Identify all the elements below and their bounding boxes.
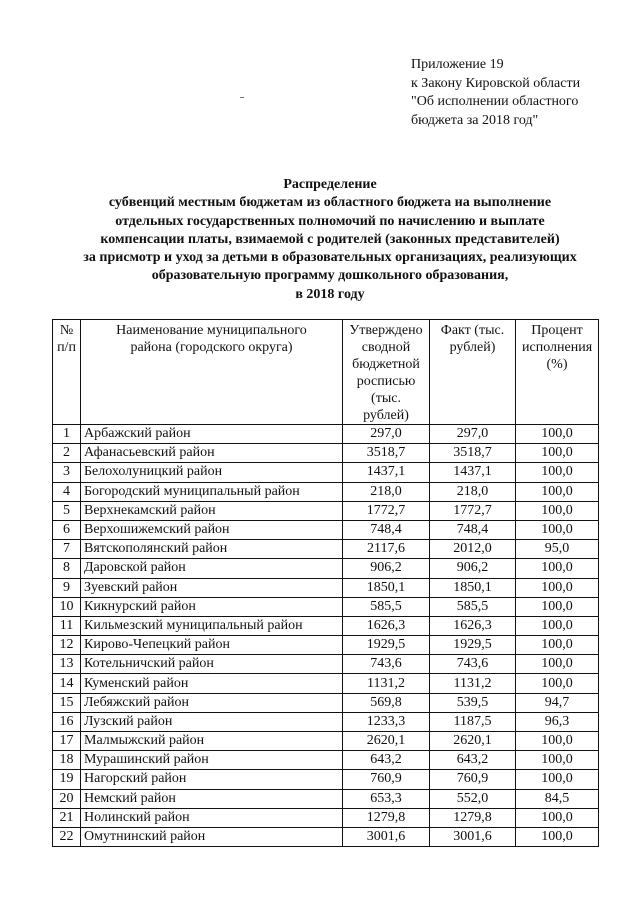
row-number: 8 [53, 559, 81, 578]
table-row [53, 578, 599, 597]
title-line: образовательную программу дошкольного образования, [151, 268, 509, 284]
table-row [53, 482, 599, 501]
header-name: Наименование муниципального района (городского округа) [81, 320, 343, 425]
approved-amount: 760,9 [343, 770, 430, 789]
district-name: Мурашинский район [81, 751, 343, 770]
appendix-line: Приложение 19 [411, 57, 504, 72]
table-row [53, 751, 599, 770]
fact-amount: 2620,1 [430, 732, 516, 751]
district-name: Нагорский район [81, 770, 343, 789]
fact-amount: 643,2 [430, 751, 516, 770]
district-name: Белохолуницкий район [81, 463, 343, 482]
execution-percent: 100,0 [516, 732, 599, 751]
table-row [53, 616, 599, 635]
district-name: Вятскополянский район [81, 540, 343, 559]
row-number: 2 [53, 444, 81, 463]
title-line: компенсации платы, взимаемой с родителей (законных представителей) [100, 231, 560, 247]
approved-amount: 643,2 [343, 751, 430, 770]
table-row [53, 559, 599, 578]
row-number: 12 [53, 636, 81, 655]
approved-amount: 2117,6 [343, 540, 430, 559]
table-row [53, 693, 599, 712]
district-name: Малмыжский район [81, 732, 343, 751]
row-number: 7 [53, 540, 81, 559]
table-row [53, 808, 599, 827]
district-name: Куменский район [81, 674, 343, 693]
row-number: 4 [53, 482, 81, 501]
fact-amount: 3518,7 [430, 444, 516, 463]
district-name: Котельничский район [81, 655, 343, 674]
fact-amount: 2012,0 [430, 540, 516, 559]
execution-percent: 94,7 [516, 693, 599, 712]
row-number: 10 [53, 597, 81, 616]
header-approved: Утверждено сводной бюджетной росписью (тыс. рублей) [343, 320, 430, 425]
fact-amount: 1131,2 [430, 674, 516, 693]
fact-amount: 297,0 [430, 425, 516, 444]
approved-amount: 1626,3 [343, 616, 430, 635]
title-line: субвенций местным бюджетам из областного бюджета на выполнение [108, 195, 552, 211]
approved-amount: 1929,5 [343, 636, 430, 655]
approved-amount: 653,3 [343, 789, 430, 808]
district-name: Верхошижемский район [81, 520, 343, 539]
subventions-table [52, 319, 599, 847]
district-name: Богородский муниципальный район [81, 482, 343, 501]
approved-amount: 585,5 [343, 597, 430, 616]
execution-percent: 96,3 [516, 712, 599, 731]
row-number: 17 [53, 732, 81, 751]
fact-amount: 760,9 [430, 770, 516, 789]
execution-percent: 100,0 [516, 578, 599, 597]
approved-amount: 3518,7 [343, 444, 430, 463]
table-row [53, 712, 599, 731]
approved-amount: 1131,2 [343, 674, 430, 693]
fact-amount: 1437,1 [430, 463, 516, 482]
table-row [53, 770, 599, 789]
row-number: 9 [53, 578, 81, 597]
title-line: в 2018 году [295, 286, 365, 302]
row-number: 20 [53, 789, 81, 808]
table-row [53, 655, 599, 674]
fact-amount: 218,0 [430, 482, 516, 501]
table-row [53, 501, 599, 520]
header-fact: Факт (тыс. рублей) [430, 320, 516, 425]
row-number: 3 [53, 463, 81, 482]
district-name: Арбажский район [81, 425, 343, 444]
execution-percent: 100,0 [516, 636, 599, 655]
appendix-header [411, 56, 580, 130]
district-name: Кикнурский район [81, 597, 343, 616]
approved-amount: 1850,1 [343, 578, 430, 597]
table-row [53, 789, 599, 808]
execution-percent: 100,0 [516, 751, 599, 770]
header-row [53, 320, 599, 425]
district-name: Зуевский район [81, 578, 343, 597]
district-name: Омутнинский район [81, 827, 343, 846]
scan-speck [240, 97, 244, 98]
table-row [53, 425, 599, 444]
row-number: 19 [53, 770, 81, 789]
row-number: 14 [53, 674, 81, 693]
execution-percent: 100,0 [516, 520, 599, 539]
approved-amount: 1437,1 [343, 463, 430, 482]
row-number: 1 [53, 425, 81, 444]
table-row [53, 520, 599, 539]
approved-amount: 743,6 [343, 655, 430, 674]
row-number: 21 [53, 808, 81, 827]
fact-amount: 3001,6 [430, 827, 516, 846]
appendix-line: бюджета за 2018 год" [411, 112, 539, 128]
district-name: Лузский район [81, 712, 343, 731]
execution-percent: 95,0 [516, 540, 599, 559]
row-number: 11 [53, 616, 81, 635]
fact-amount: 1772,7 [430, 501, 516, 520]
header-percent: Процент исполнения (%) [516, 320, 599, 425]
row-number: 22 [53, 827, 81, 846]
row-number: 6 [53, 520, 81, 539]
fact-amount: 539,5 [430, 693, 516, 712]
execution-percent: 100,0 [516, 770, 599, 789]
execution-percent: 100,0 [516, 597, 599, 616]
approved-amount: 1279,8 [343, 808, 430, 827]
fact-amount: 1187,5 [430, 712, 516, 731]
district-name: Лебяжский район [81, 693, 343, 712]
fact-amount: 1929,5 [430, 636, 516, 655]
approved-amount: 748,4 [343, 520, 430, 539]
fact-amount: 552,0 [430, 789, 516, 808]
execution-percent: 100,0 [516, 501, 599, 520]
execution-percent: 100,0 [516, 444, 599, 463]
approved-amount: 2620,1 [343, 732, 430, 751]
execution-percent: 100,0 [516, 655, 599, 674]
title-line: Распределение [283, 177, 377, 192]
table-row [53, 827, 599, 846]
approved-amount: 1772,7 [343, 501, 430, 520]
appendix-line: "Об исполнении областного [411, 94, 579, 109]
fact-amount: 585,5 [430, 597, 516, 616]
district-name: Нолинский район [81, 808, 343, 827]
header-num: № п/п [53, 320, 81, 425]
approved-amount: 1233,3 [343, 712, 430, 731]
approved-amount: 297,0 [343, 425, 430, 444]
execution-percent: 100,0 [516, 808, 599, 827]
row-number: 18 [53, 751, 81, 770]
row-number: 5 [53, 501, 81, 520]
execution-percent: 100,0 [516, 827, 599, 846]
row-number: 16 [53, 712, 81, 731]
fact-amount: 748,4 [430, 520, 516, 539]
fact-amount: 743,6 [430, 655, 516, 674]
fact-amount: 1279,8 [430, 808, 516, 827]
table-row [53, 540, 599, 559]
execution-percent: 84,5 [516, 789, 599, 808]
execution-percent: 100,0 [516, 616, 599, 635]
approved-amount: 218,0 [343, 482, 430, 501]
execution-percent: 100,0 [516, 463, 599, 482]
fact-amount: 1626,3 [430, 616, 516, 635]
approved-amount: 906,2 [343, 559, 430, 578]
fact-amount: 906,2 [430, 559, 516, 578]
table-row [53, 444, 599, 463]
district-name: Афанасьевский район [81, 444, 343, 463]
district-name: Кирово-Чепецкий район [81, 636, 343, 655]
fact-amount: 1850,1 [430, 578, 516, 597]
row-number: 13 [53, 655, 81, 674]
title-line: за присмотр и уход за детьми в образовательных организациях, реализующих [83, 250, 577, 266]
district-name: Даровской район [81, 559, 343, 578]
district-name: Немский район [81, 789, 343, 808]
approved-amount: 3001,6 [343, 827, 430, 846]
table-row [53, 674, 599, 693]
title-line: отдельных государственных полномочий по начислению и выплате [115, 213, 545, 229]
execution-percent: 100,0 [516, 482, 599, 501]
execution-percent: 100,0 [516, 425, 599, 444]
table-row [53, 636, 599, 655]
document-title [30, 176, 630, 304]
table-row [53, 463, 599, 482]
execution-percent: 100,0 [516, 674, 599, 693]
table-row [53, 732, 599, 751]
table-row [53, 597, 599, 616]
approved-amount: 569,8 [343, 693, 430, 712]
district-name: Кильмезский муниципальный район [81, 616, 343, 635]
execution-percent: 100,0 [516, 559, 599, 578]
appendix-line: к Закону Кировской области [411, 75, 581, 91]
row-number: 15 [53, 693, 81, 712]
district-name: Верхнекамский район [81, 501, 343, 520]
